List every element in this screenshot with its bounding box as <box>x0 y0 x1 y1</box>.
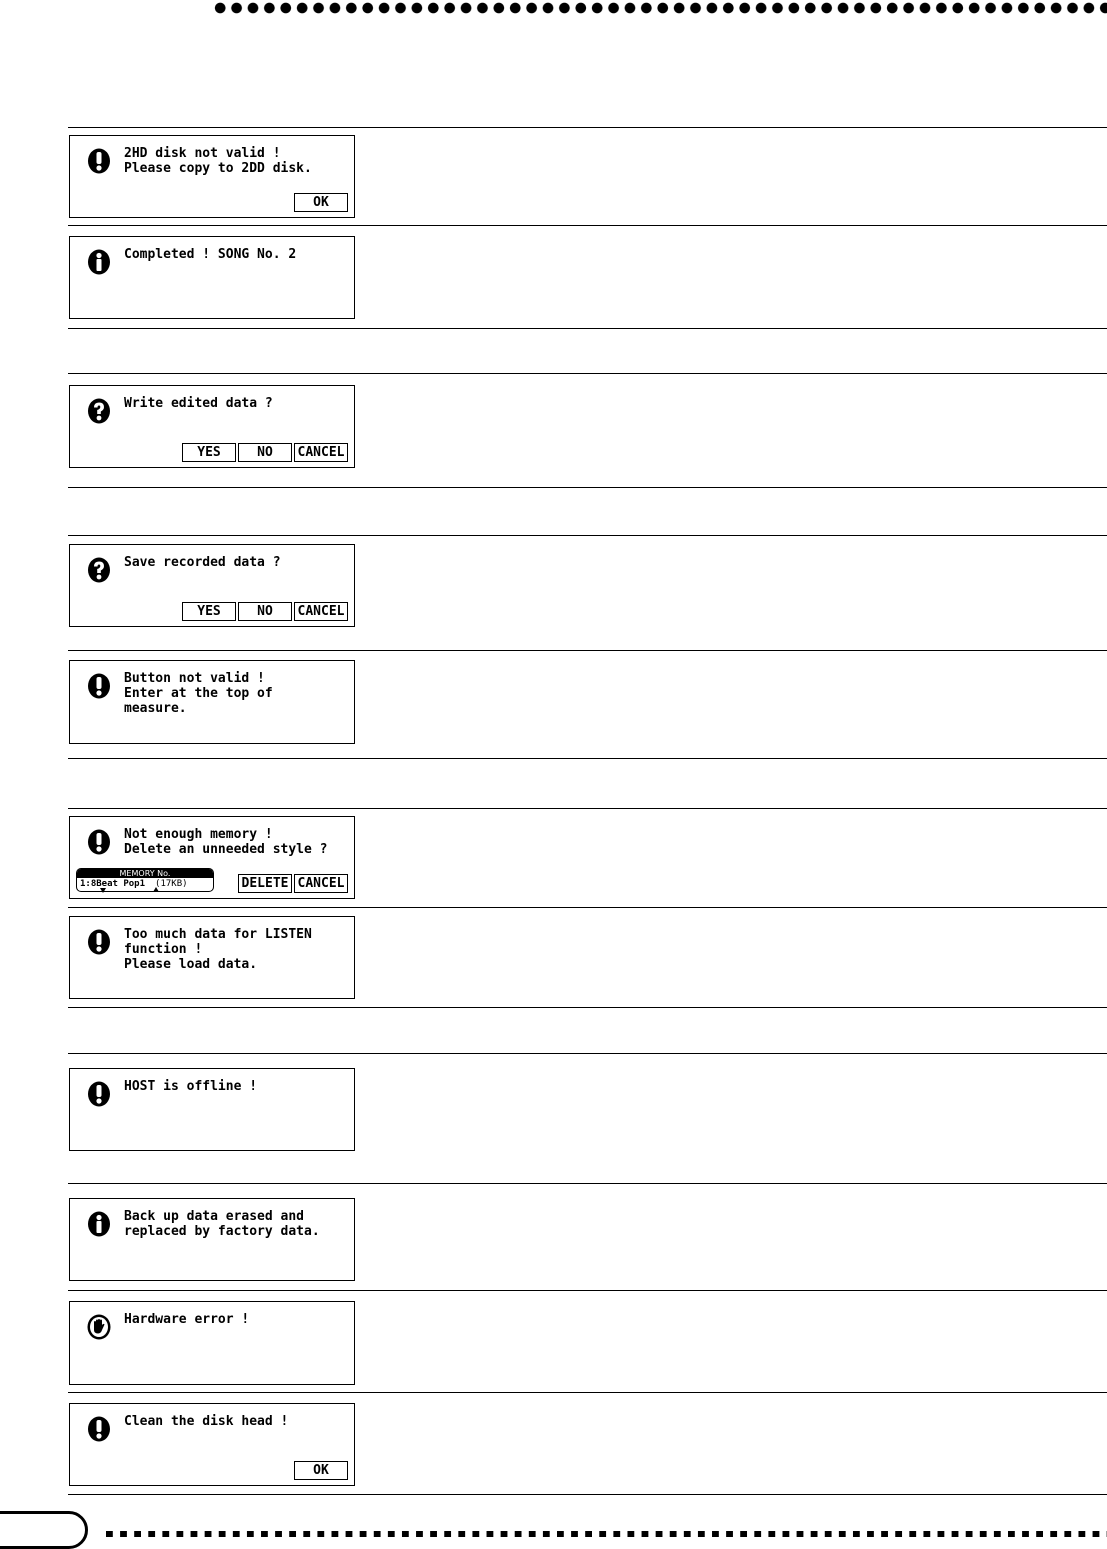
divider <box>68 1392 1107 1393</box>
divider <box>68 907 1107 908</box>
message-text: Hardware error ! <box>124 1312 250 1327</box>
message-text: Too much data for LISTEN function ! Please load data. <box>124 927 312 972</box>
info-icon <box>86 1211 112 1237</box>
exclamation-icon <box>86 1081 112 1107</box>
lcd-message-box <box>69 1198 355 1281</box>
no-button[interactable]: NO <box>238 443 292 462</box>
message-text: Completed ! SONG No. 2 <box>124 247 297 262</box>
lcd-message-box <box>69 135 355 218</box>
divider <box>68 1290 1107 1291</box>
lcd-message-box <box>69 816 355 899</box>
delete-button[interactable]: DELETE <box>238 874 292 893</box>
no-button[interactable]: NO <box>238 602 292 621</box>
ok-button[interactable]: OK <box>294 1461 348 1480</box>
lcd-message-box <box>69 236 355 319</box>
memory-number-header: MEMORY No. <box>77 869 213 878</box>
lcd-message-box <box>69 385 355 468</box>
divider <box>68 1007 1107 1008</box>
hand-icon <box>86 1314 112 1340</box>
divider <box>68 1053 1107 1054</box>
question-icon <box>86 557 112 583</box>
divider <box>68 650 1107 651</box>
top-dot-border <box>212 0 1107 16</box>
memory-size: (17KB) <box>155 879 188 889</box>
message-text: Back up data erased and replaced by factory data. <box>124 1209 320 1239</box>
decrement-arrow-icon[interactable] <box>100 888 106 893</box>
message-text: Button not valid ! Enter at the top of measure. <box>124 671 273 716</box>
divider <box>68 808 1107 809</box>
increment-arrow-icon[interactable] <box>153 887 159 892</box>
cancel-button[interactable]: CANCEL <box>294 602 348 621</box>
ok-button[interactable]: OK <box>294 193 348 212</box>
lcd-message-box <box>69 1403 355 1486</box>
divider <box>68 535 1107 536</box>
divider <box>68 758 1107 759</box>
question-icon <box>86 398 112 424</box>
divider <box>68 1183 1107 1184</box>
message-text: Not enough memory ! Delete an unneeded style ? <box>124 827 328 857</box>
divider <box>68 328 1107 329</box>
message-text: Save recorded data ? <box>124 555 281 570</box>
exclamation-icon <box>86 673 112 699</box>
lcd-message-box <box>69 1301 355 1385</box>
divider <box>68 225 1107 226</box>
message-text: 2HD disk not valid ! Please copy to 2DD disk. <box>124 146 312 176</box>
exclamation-icon <box>86 1416 112 1442</box>
memory-number-selector[interactable] <box>76 868 214 892</box>
yes-button[interactable]: YES <box>182 443 236 462</box>
divider <box>68 1494 1107 1495</box>
message-text: Clean the disk head ! <box>124 1414 289 1429</box>
divider <box>68 127 1107 128</box>
lcd-message-box <box>69 916 355 999</box>
cancel-button[interactable]: CANCEL <box>294 874 348 893</box>
divider <box>68 487 1107 488</box>
message-text: Write edited data ? <box>124 396 273 411</box>
cancel-button[interactable]: CANCEL <box>294 443 348 462</box>
exclamation-icon <box>86 829 112 855</box>
info-icon <box>86 249 112 275</box>
exclamation-icon <box>86 929 112 955</box>
bottom-dash-border <box>106 1531 1107 1537</box>
divider <box>68 373 1107 374</box>
lcd-message-box <box>69 660 355 744</box>
lcd-message-box <box>69 544 355 627</box>
lcd-message-box <box>69 1068 355 1151</box>
exclamation-icon <box>86 148 112 174</box>
memory-style-name: 1:8Beat Pop1 <box>80 879 146 889</box>
yes-button[interactable]: YES <box>182 602 236 621</box>
message-text: HOST is offline ! <box>124 1079 258 1094</box>
page-tab <box>0 1511 88 1549</box>
